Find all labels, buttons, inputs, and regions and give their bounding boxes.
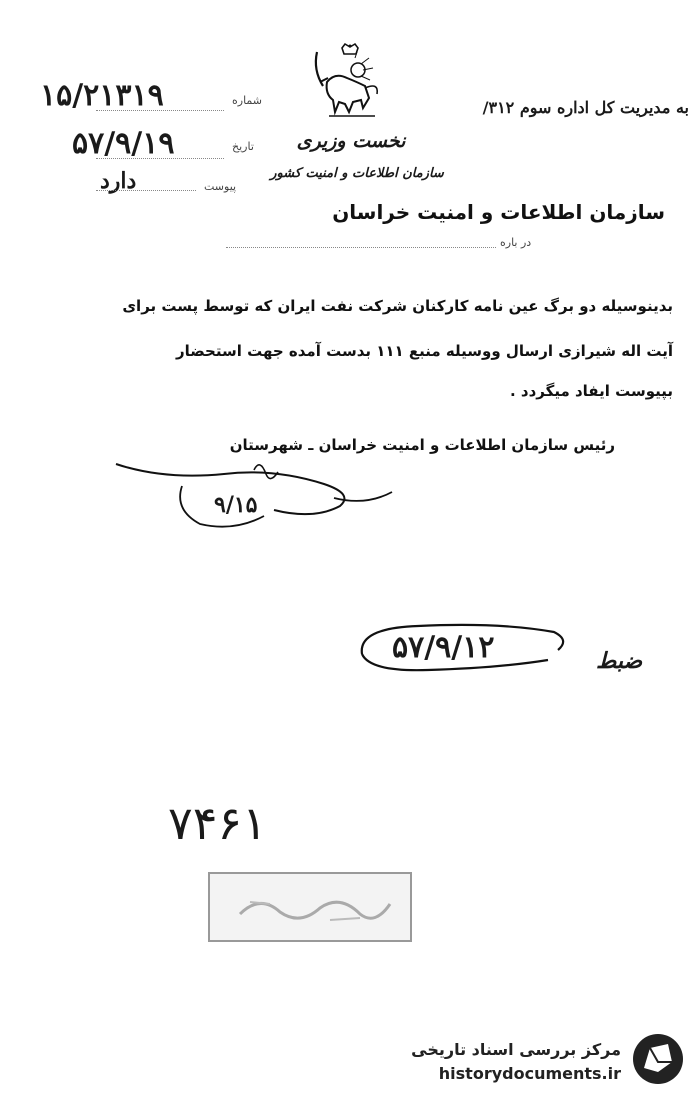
number-line (96, 110, 224, 111)
archive-number: ۷۴۶۱ (168, 796, 267, 850)
org-name: نخست وزیری (296, 130, 406, 152)
date-value: ۵۷/۹/۱۹ (72, 126, 175, 161)
sender-org: سازمان اطلاعات و امنیت خراسان (332, 200, 665, 224)
archive-stamp (208, 872, 412, 942)
signature-title: رئیس سازمان اطلاعات و امنیت خراسان ـ شهرستان (229, 436, 615, 454)
site-logo-icon (628, 1032, 688, 1086)
regarding-label: در باره (500, 236, 532, 249)
org-subtitle: سازمان اطلاعات و امنیت کشور (270, 166, 444, 181)
number-label: شماره (232, 94, 263, 107)
attachment-line (96, 190, 196, 191)
signature-date: ۹/۱۵ (214, 492, 258, 518)
body-line-3: بپیوست ایفاد میگردد . (509, 382, 673, 400)
regarding-line (226, 247, 496, 248)
footer-site-name: مرکز بررسی اسناد تاریخی (411, 1040, 621, 1059)
addressee: به مدیریت کل اداره سوم ۳۱۲/ (482, 98, 689, 117)
attachment-value: دارد (100, 168, 137, 194)
body-line-2: آیت اله شیرازی ارسال ووسیله منبع ۱۱۱ بدست آمده جهت استحضار (176, 342, 673, 360)
footer-site-url: historydocuments.ir (438, 1064, 621, 1083)
date-line (96, 158, 224, 159)
attachment-label: پیوست (204, 180, 237, 193)
lion-sun-emblem-icon (305, 42, 395, 122)
stamp-scribble-icon (210, 874, 410, 940)
annotation-label: ضبط (596, 648, 643, 674)
body-line-1: بدینوسیله دو برگ عین نامه کارکنان شرکت نفت ایران که توسط پست برای (122, 297, 673, 315)
date-label: تاریخ (232, 140, 254, 153)
number-value: ۱۵/۲۱۳۱۹ (40, 78, 164, 113)
annotation-date: ۵۷/۹/۱۲ (392, 630, 495, 665)
